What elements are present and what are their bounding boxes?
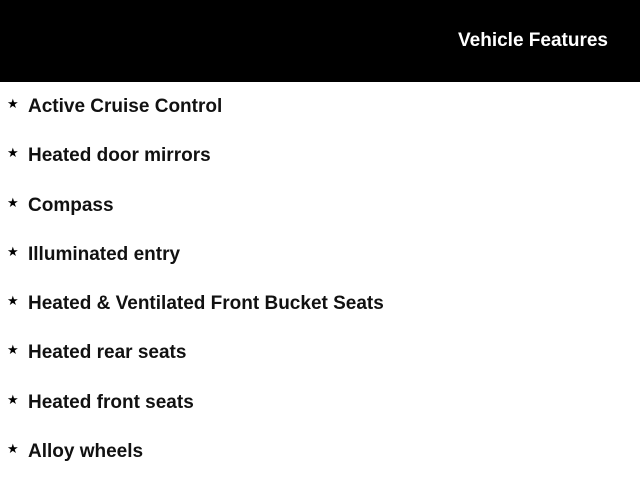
star-icon: ★ xyxy=(7,391,19,407)
star-icon: ★ xyxy=(7,243,19,259)
list-item xyxy=(0,427,640,476)
feature-label: Heated & Ventilated Front Bucket Seats xyxy=(28,293,384,315)
feature-list xyxy=(0,82,640,476)
list-item xyxy=(0,279,640,328)
header-bar xyxy=(0,0,640,82)
feature-label: Heated front seats xyxy=(28,391,194,413)
feature-label: Heated rear seats xyxy=(28,342,187,364)
list-item xyxy=(0,378,640,427)
page-title: Vehicle Features xyxy=(458,30,608,51)
star-icon: ★ xyxy=(7,96,19,111)
list-item xyxy=(0,230,640,279)
star-icon: ★ xyxy=(7,194,19,210)
list-item xyxy=(0,131,640,180)
star-icon: ★ xyxy=(7,293,19,309)
star-icon: ★ xyxy=(7,145,19,161)
feature-label: Active Cruise Control xyxy=(28,96,223,117)
star-icon: ★ xyxy=(7,441,19,457)
list-item xyxy=(0,328,640,377)
feature-label: Alloy wheels xyxy=(28,441,144,463)
list-item xyxy=(0,181,640,230)
feature-label: Heated door mirrors xyxy=(28,145,211,167)
star-icon: ★ xyxy=(7,342,19,358)
feature-label: Illuminated entry xyxy=(28,243,181,265)
list-item xyxy=(0,82,640,131)
feature-label: Compass xyxy=(28,194,114,216)
